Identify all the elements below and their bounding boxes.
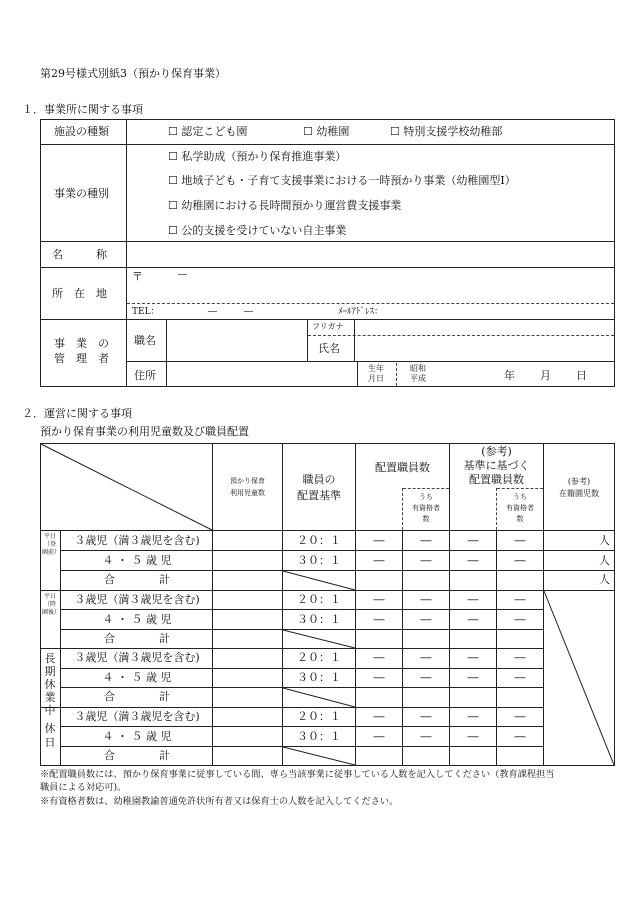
business-option-4[interactable]: ☐ 公的支援を受けていない自主事業 bbox=[168, 224, 347, 237]
col-ref-qualified-3: 数 bbox=[516, 515, 524, 523]
row-label-age3: ３歳児（満３歳児を含む) bbox=[74, 651, 200, 664]
row-label-age45: ４ ・ ５ 歳 児 bbox=[102, 729, 172, 743]
row-label-age45: ４ ・ ５ 歳 児 bbox=[102, 670, 172, 684]
ref-staff-dash[interactable]: ― bbox=[467, 710, 479, 723]
ratio-value: ３０：１ bbox=[297, 612, 341, 626]
manager-label-2: 管 理 者 bbox=[54, 352, 109, 365]
ref-qualified-dash[interactable]: ― bbox=[514, 710, 526, 723]
checkbox-icon: ☐ bbox=[168, 199, 182, 212]
children-count-field[interactable] bbox=[214, 747, 280, 763]
section2-subheading: 預かり保育事業の利用児童数及び職員配置 bbox=[40, 425, 249, 438]
era-showa[interactable]: 昭和 bbox=[410, 364, 426, 373]
ref-staff-dash[interactable]: ― bbox=[467, 534, 479, 547]
ratio-value: ２０：１ bbox=[297, 651, 341, 664]
col-qualified-1: うち bbox=[419, 493, 433, 501]
children-count-field[interactable] bbox=[214, 552, 280, 568]
staff-count-dash[interactable]: ― bbox=[373, 553, 385, 567]
row-label-age45: ４ ・ ５ 歳 児 bbox=[102, 553, 172, 567]
ratio-value: ２０：１ bbox=[297, 534, 341, 547]
ref-qualified-dash[interactable]: ― bbox=[514, 534, 526, 547]
col-children-1: 預かり保育 bbox=[230, 477, 265, 485]
checkbox-icon: ☐ bbox=[168, 150, 182, 163]
ref-staff-dash[interactable]: ― bbox=[467, 651, 479, 664]
row-label-total: 合 計 bbox=[104, 690, 170, 703]
staff-count-dash[interactable]: ― bbox=[373, 651, 385, 664]
business-type-label: 事業の種別 bbox=[54, 187, 109, 200]
col-ref-qualified-1: うち bbox=[513, 493, 527, 501]
children-count-field[interactable] bbox=[214, 649, 280, 665]
qualified-count-dash[interactable]: ― bbox=[420, 651, 432, 664]
qualified-count-dash[interactable]: ― bbox=[420, 729, 432, 743]
birth-month-label: 月 bbox=[540, 369, 551, 382]
note-3: ※有資格者数は、幼稚園教諭普通免許状所有者又は保育士の人数を記入してください。 bbox=[40, 796, 399, 807]
col-enrolled-2: 在籍園児数 bbox=[559, 489, 599, 498]
business-option-3[interactable]: ☐ 幼稚園における長時間預かり運営費支援事業 bbox=[168, 199, 402, 212]
enrolled-person-unit: 人 bbox=[599, 573, 610, 586]
qualified-count-dash[interactable]: ― bbox=[420, 612, 432, 626]
col-ref-staff-1: (参考) bbox=[481, 445, 512, 458]
ref-staff-dash[interactable]: ― bbox=[467, 729, 479, 743]
manager-label-1: 事 業 の bbox=[54, 337, 109, 350]
col-enrolled-1: (参考) bbox=[567, 477, 591, 486]
staff-count-dash[interactable]: ― bbox=[373, 612, 385, 626]
facility-option-youchien[interactable]: ☐ 幼稚園 bbox=[303, 125, 350, 138]
ref-staff-dash[interactable]: ― bbox=[467, 670, 479, 684]
ref-qualified-dash[interactable]: ― bbox=[514, 553, 526, 567]
postal-dash: ― bbox=[178, 270, 187, 280]
children-count-field[interactable] bbox=[214, 611, 280, 627]
birth-label-2: 月日 bbox=[368, 374, 384, 383]
checkbox-icon: ☐ bbox=[168, 125, 182, 138]
row-label-age3: ３歳児（満３歳児を含む) bbox=[74, 710, 200, 723]
ref-qualified-dash[interactable]: ― bbox=[514, 729, 526, 743]
tel-dashes: ― ― bbox=[208, 307, 254, 317]
enrolled-person-unit: 人 bbox=[599, 534, 610, 547]
col-qualified-3: 数 bbox=[422, 515, 430, 523]
children-count-field[interactable] bbox=[214, 591, 280, 607]
group-label-long-vacation: 長期休業中 bbox=[44, 652, 56, 717]
ref-qualified-dash[interactable]: ― bbox=[514, 651, 526, 664]
checkbox-icon: ☐ bbox=[168, 224, 182, 237]
col-children-2: 利用児童数 bbox=[230, 489, 265, 497]
email-label: ﾒｰﾙｱﾄﾞﾚｽ： bbox=[338, 307, 384, 317]
address-label: 所 在 地 bbox=[52, 287, 107, 300]
row-label-total: 合 計 bbox=[104, 632, 170, 645]
name-label: 名 称 bbox=[52, 248, 107, 261]
group-label-holiday: 休日 bbox=[44, 722, 56, 749]
col-standard-1: 職員の bbox=[302, 473, 336, 486]
checkbox-icon: ☐ bbox=[168, 174, 182, 187]
row-label-total: 合 計 bbox=[104, 749, 170, 762]
ratio-value: ３０：１ bbox=[297, 729, 341, 743]
ratio-value: ３０：１ bbox=[297, 670, 341, 684]
staff-count-dash[interactable]: ― bbox=[373, 729, 385, 743]
tel-label: TEL： bbox=[132, 307, 160, 317]
qualified-count-dash[interactable]: ― bbox=[420, 553, 432, 567]
postal-mark: 〒 bbox=[132, 270, 143, 283]
group-label-weekday-after: 平日（降園後） bbox=[42, 593, 61, 616]
col-ref-staff-2: 基準に基づく bbox=[463, 459, 530, 472]
manager-address-label: 住所 bbox=[134, 369, 156, 382]
checkbox-icon: ☐ bbox=[390, 125, 404, 138]
col-ref-staff-3: 配置職員数 bbox=[469, 473, 524, 486]
col-qualified-2: 有資格者 bbox=[412, 504, 440, 512]
ratio-value: ２０：１ bbox=[297, 593, 341, 606]
ref-qualified-dash[interactable]: ― bbox=[514, 670, 526, 684]
staff-count-dash[interactable]: ― bbox=[373, 534, 385, 547]
facility-option-kodomoen[interactable]: ☐ 認定こども園 bbox=[168, 125, 248, 138]
note-1: ※配置職員数には、預かり保育事業に従事している間、専ら当該事業に従事している人数を記入してください（教育課程担当 bbox=[40, 769, 555, 780]
manager-title-label: 職名 bbox=[134, 334, 156, 347]
checkbox-icon: ☐ bbox=[303, 125, 317, 138]
row-label-age3: ３歳児（満３歳児を含む) bbox=[74, 593, 200, 606]
group-label-weekday-before: 平日（登園前） bbox=[42, 533, 61, 556]
ratio-value: ３０：１ bbox=[297, 553, 341, 567]
qualified-count-dash[interactable]: ― bbox=[420, 593, 432, 606]
business-option-2[interactable]: ☐ 地域子ども・子育て支援事業における一時預かり事業（幼稚園型Ⅰ） bbox=[168, 174, 516, 187]
col-staff: 配置職員数 bbox=[375, 461, 430, 474]
row-label-age3: ３歳児（満３歳児を含む) bbox=[74, 534, 200, 547]
form-number: 第29号様式別紙3（預かり保育事業） bbox=[40, 67, 226, 80]
children-count-field[interactable] bbox=[214, 728, 280, 744]
children-count-field[interactable] bbox=[214, 688, 280, 704]
children-count-field[interactable] bbox=[214, 532, 280, 548]
qualified-count-dash[interactable]: ― bbox=[420, 534, 432, 547]
children-count-field[interactable] bbox=[214, 630, 280, 646]
row-label-age45: ４ ・ ５ 歳 児 bbox=[102, 612, 172, 626]
staff-count-dash[interactable]: ― bbox=[373, 710, 385, 723]
birth-year-label: 年 bbox=[504, 369, 515, 382]
ref-staff-dash[interactable]: ― bbox=[467, 593, 479, 606]
enrolled-person-unit: 人 bbox=[599, 553, 610, 567]
children-count-field[interactable] bbox=[214, 708, 280, 724]
note-2: 職員による対応可)。 bbox=[40, 782, 127, 793]
ref-staff-dash[interactable]: ― bbox=[467, 553, 479, 567]
ref-qualified-dash[interactable]: ― bbox=[514, 612, 526, 626]
ratio-value: ２０：１ bbox=[297, 710, 341, 723]
facility-option-tokubetsu[interactable]: ☐ 特別支援学校幼稚部 bbox=[390, 125, 503, 138]
qualified-count-dash[interactable]: ― bbox=[420, 710, 432, 723]
col-ref-qualified-2: 有資格者 bbox=[506, 504, 534, 512]
furigana-label: フリガナ bbox=[312, 322, 344, 331]
children-count-field[interactable] bbox=[214, 571, 280, 587]
row-label-total: 合 計 bbox=[104, 573, 170, 586]
staff-count-dash[interactable]: ― bbox=[373, 593, 385, 606]
ref-staff-dash[interactable]: ― bbox=[467, 612, 479, 626]
section2-heading: ２．運営に関する事項 bbox=[22, 407, 132, 420]
business-option-1[interactable]: ☐ 私学助成（預かり保育推進事業） bbox=[168, 150, 347, 163]
section1-heading: １．事業所に関する事項 bbox=[22, 103, 143, 116]
facility-type-label: 施設の種類 bbox=[54, 125, 109, 138]
children-count-field[interactable] bbox=[214, 669, 280, 685]
col-standard-2: 配置基準 bbox=[297, 489, 341, 502]
birth-label-1: 生年 bbox=[368, 364, 384, 373]
era-heisei[interactable]: 平成 bbox=[410, 374, 426, 383]
manager-name-label: 氏名 bbox=[318, 342, 340, 355]
staff-count-dash[interactable]: ― bbox=[373, 670, 385, 684]
qualified-count-dash[interactable]: ― bbox=[420, 670, 432, 684]
ref-qualified-dash[interactable]: ― bbox=[514, 593, 526, 606]
birth-day-label: 日 bbox=[576, 369, 587, 382]
